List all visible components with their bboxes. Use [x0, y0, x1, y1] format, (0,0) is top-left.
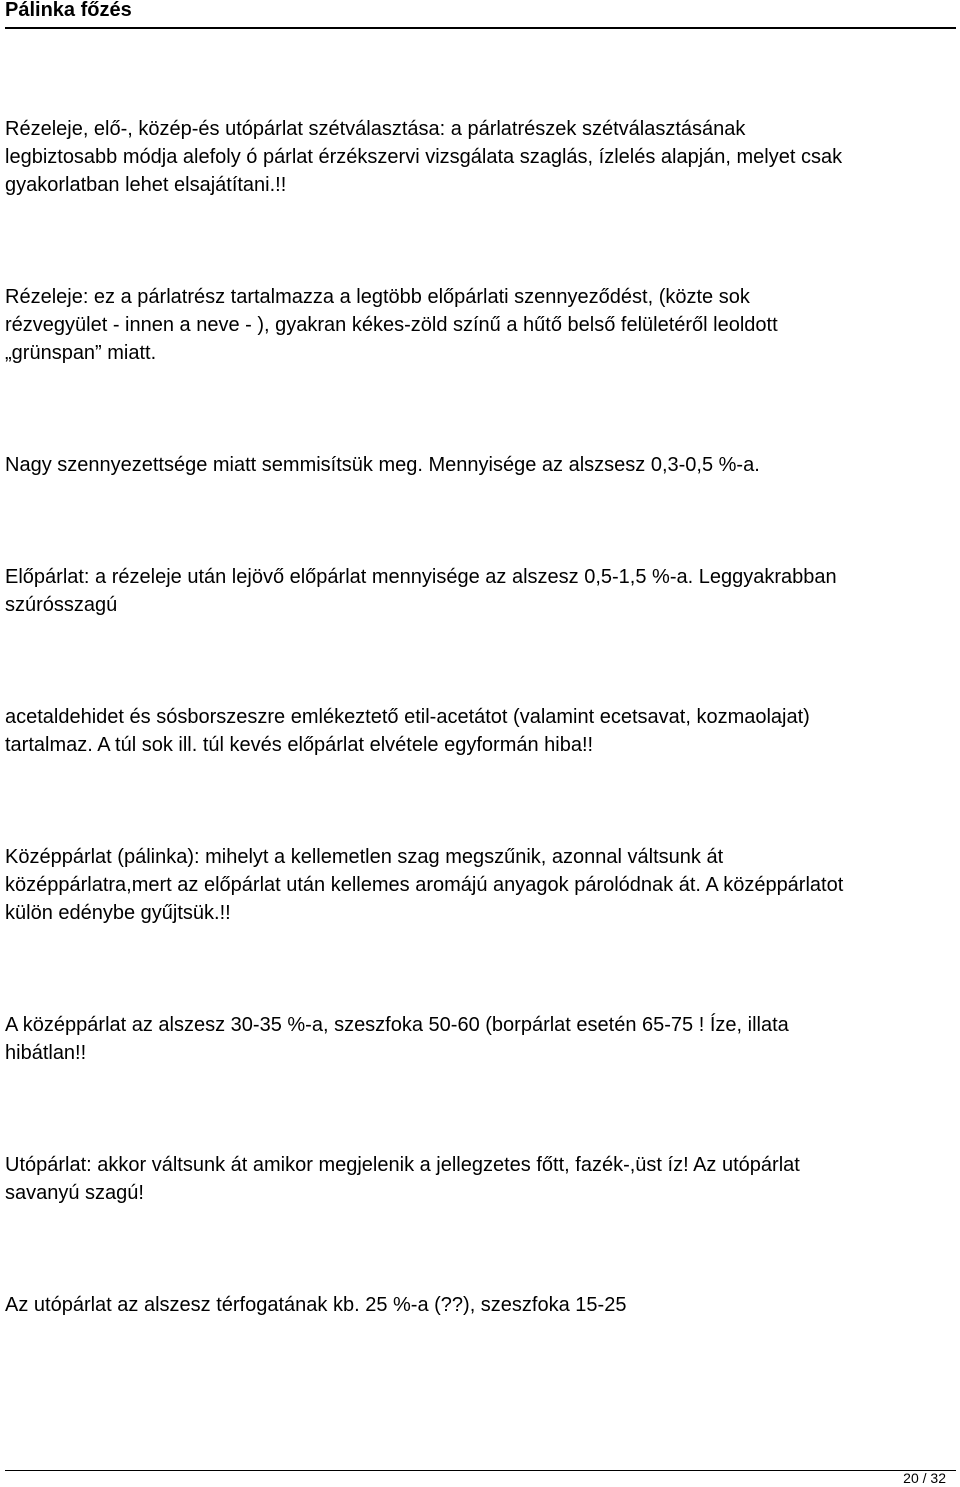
paragraph-kozeppárlat-amount: A középpárlat az alszesz 30-35 %-a, szeszfoka 50-60 (borpárlat esetén 65-75 ! Íze, illata hibátlan!!: [5, 1014, 789, 1064]
paragraph-kozeppárlat: Középpárlat (pálinka): mihelyt a kellemetlen szag megszűnik, azonnal váltsunk át középpárlatra,mert az előpárlat után kellemes aromájú anyagok párolódnak át. A középpárlatot külön edénybe gyűjtsük.!!: [5, 846, 844, 924]
paragraph-rezeleje: Rézeleje: ez a párlatrész tartalmazza a legtöbb előpárlati szennyeződést, (közte sok rézvegyület - innen a neve - ), gyakran kékes-zöld színű a hűtő belső felületéről leoldott „grünspan” miatt.: [5, 286, 778, 364]
paragraph-elopárlat-contents: acetaldehidet és sósborszeszre emlékeztető etil-acetátot (valamint ecetsavat, kozmaolajat) tartalmaz. A túl sok ill. túl kevés előpárlat elvétele egyformán hiba!!: [5, 706, 810, 756]
paragraph-rezeleje-amount: Nagy szennyezettsége miatt semmisítsük meg. Mennyisége az alszsesz 0,3-0,5 %-a.: [5, 454, 760, 476]
header-divider: [5, 27, 956, 29]
page-number: 20 / 32: [903, 1470, 946, 1486]
paragraph-utopárlat: Utópárlat: akkor váltsunk át amikor megjelenik a jellegzetes főtt, fazék-,üst íz! Az utópárlat savanyú szagú!: [5, 1154, 800, 1204]
document-title: Pálinka főzés: [5, 0, 132, 21]
footer-divider: [5, 1470, 956, 1471]
paragraph-elopárlat: Előpárlat: a rézeleje után lejövő előpárlat mennyisége az alszesz 0,5-1,5 %-a. Leggyakrabban szúrósszagú: [5, 566, 837, 616]
paragraph-separation-intro: Rézeleje, elő-, közép-és utópárlat szétválasztása: a párlatrészek szétválasztásának legbiztosabb módja alefoly ó párlat érzékszervi vizsgálata szaglás, ízlelés alapján, melyet csak gyakorlatban lehet elsajátítani.!!: [5, 118, 843, 196]
paragraph-utopárlat-amount: Az utópárlat az alszesz térfogatának kb. 25 %-a (??), szeszfoka 15-25: [5, 1294, 627, 1316]
